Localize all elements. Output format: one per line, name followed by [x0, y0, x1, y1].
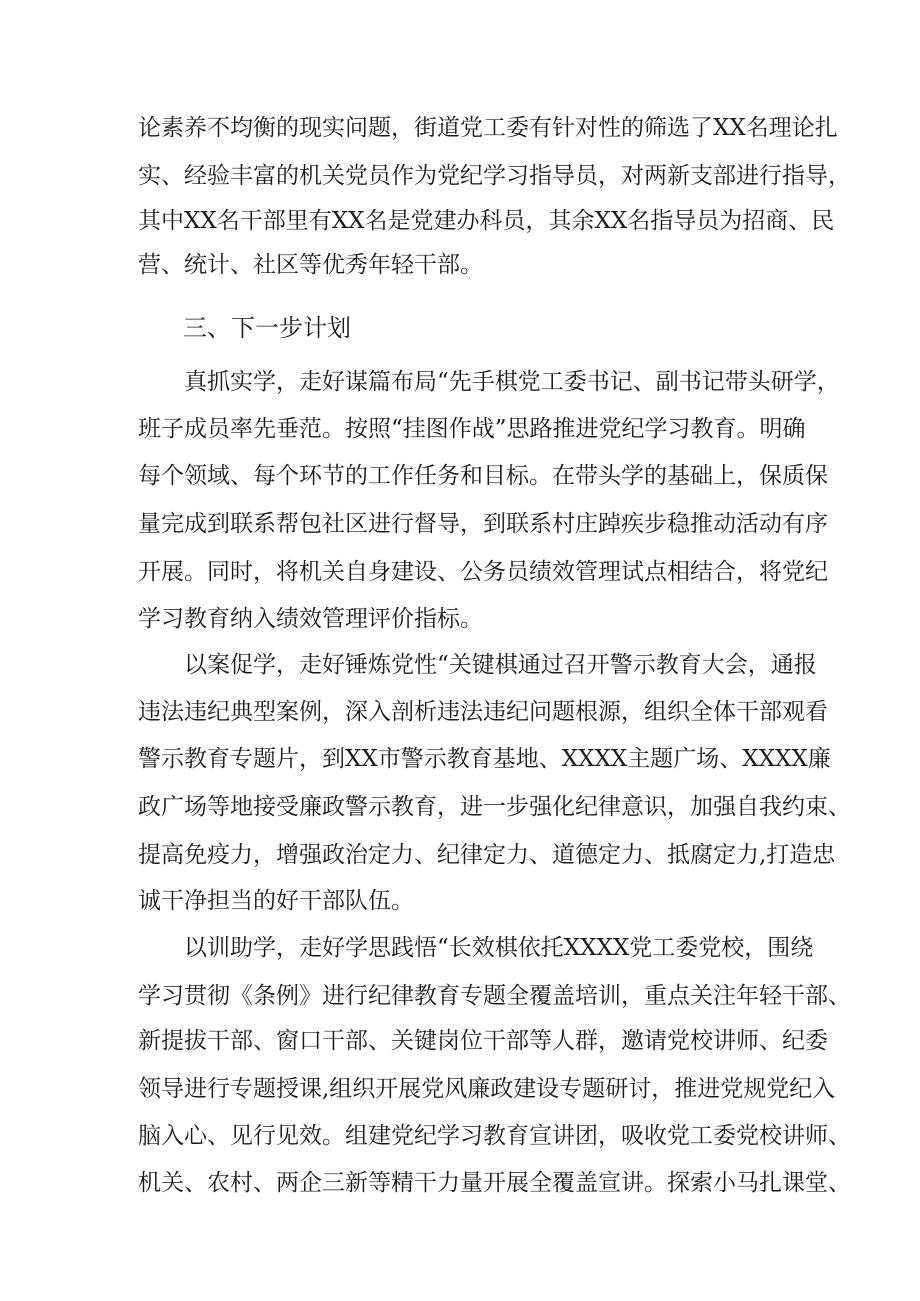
text-line: 论素养不均衡的现实问题，街道党工委有针对性的筛选了XX名理论扎 — [138, 115, 838, 141]
text-line: 脑入心、见行见效。组建党纪学习教育宣讲团，吸收党工委党校讲师、 — [138, 1123, 851, 1149]
text-line: 每个领域、每个环节的工作任务和目标。在带头学的基础上，保质保 — [138, 463, 828, 489]
text-line: 诚干净担当的好干部队伍。 — [138, 888, 414, 914]
text-line: 提高免疫力，增强政治定力、纪律定力、道德定力、抵腐定力,打造忠 — [138, 842, 836, 868]
text-line: 新提拔干部、窗口干部、关键岗位干部等人群，邀请党校讲师、纪委 — [138, 1028, 828, 1054]
text-line: 班子成员率先垂范。按照“挂图作战”思路推进党纪学习教育。明确 — [138, 416, 806, 442]
text-line: 领导进行专题授课,组织开展党风廉政建设专题研讨，推进党规党纪入 — [138, 1076, 836, 1102]
text-line: 营、统计、社区等优秀年轻干部。 — [138, 252, 483, 278]
text-line: 警示教育专题片，到XX市警示教育基地、XXXX主题广场、XXXX廉 — [138, 746, 831, 772]
text-line: 学习教育纳入绩效管理评价指标。 — [138, 606, 483, 632]
text-line: 违法违纪典型案例，深入剖析违法违纪问题根源，组织全体干部观看 — [138, 699, 828, 725]
text-line: 以案促学，走好锤炼党性“关键棋通过召开警示教育大会，通报 — [184, 652, 817, 678]
text-line: 其中XX名干部里有XX名是党建办科员，其余XX名指导员为招商、民 — [138, 208, 835, 234]
text-line: 机关、农村、两企三新等精干力量开展全覆盖宣讲。探索小马扎课堂、 — [138, 1170, 851, 1196]
text-line: 政广场等地接受廉政警示教育，进一步强化纪律意识，加强自我约束、 — [138, 794, 851, 820]
text-line: 真抓实学，走好谋篇布局“先手棋党工委书记、副书记带头研学， — [184, 369, 840, 395]
text-line: 学习贯彻《条例》进行纪律教育专题全覆盖培训，重点关注年轻干部、 — [138, 983, 851, 1009]
text-line: 以训助学，走好学思践悟“长效棋依托XXXX党工委党校，围绕 — [184, 935, 814, 961]
section-heading: 三、下一步计划 — [183, 314, 351, 342]
text-line: 开展。同时，将机关自身建设、公务员绩效管理试点相结合，将党纪 — [138, 559, 828, 585]
text-line: 实、经验丰富的机关党员作为党纪学习指导员，对两新支部进行指导， — [138, 163, 851, 189]
text-line: 量完成到联系帮包社区进行督导，到联系村庄踔疾步稳推动活动有序 — [138, 511, 828, 537]
